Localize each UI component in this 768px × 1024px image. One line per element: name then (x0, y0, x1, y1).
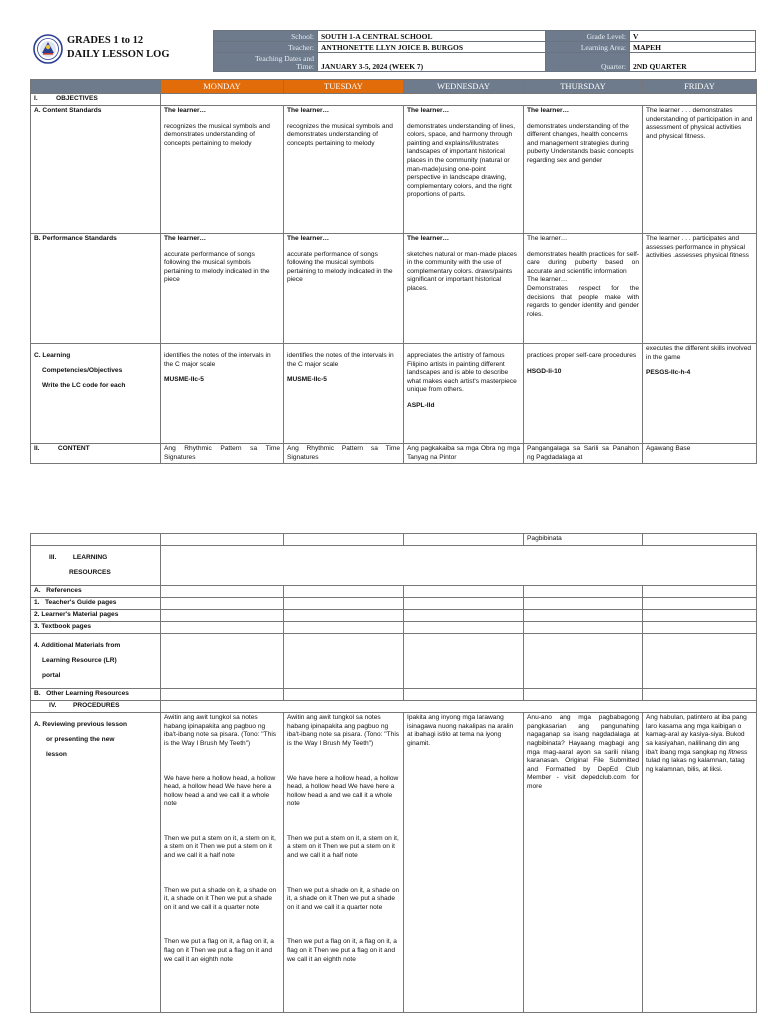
references-row (31, 585, 757, 597)
content-standard-thursday: The learner… demonstrates understanding of the different changes, health concerns and management strategies during puberty Understands basic concepts regarding sex and gender (524, 106, 643, 234)
resources-procedures-table (30, 533, 757, 1013)
content-thursday-continued: Pagbibinata (524, 534, 643, 546)
teacher-value: ANTHONETTE LLYN JOICE B. BURGOS (318, 42, 546, 53)
lc-code-tuesday: MUSME-IIc-5 (287, 376, 327, 384)
procedure-thursday: Anu-ano ang mga pagbabagong pangkasarian ang pangunahing nagaganap sa isang nagdadalaga at nagbibinata? Hayaang magbagi ang mga mag-aaral ayon sa sarili nilang karanasan. Original File Submitted and Formatted by DepEd Club Member - visit depedclub.com for more (524, 713, 643, 1013)
learning-area-value: MAPEH (630, 42, 756, 53)
learning-resources-label: III. LEARNING RESOURCES (31, 546, 161, 586)
content-standard-monday: The learner… recognizes the musical symbols and demonstrates understanding of concepts pertaining to melody (161, 106, 284, 234)
quarter-label: Quarter: (546, 53, 630, 72)
competencies-row (31, 344, 757, 444)
procedure-wednesday: Ipakita ang inyong mga larawang isinagawa nuong nakalipas na aralin at ibahagi istilo at tema na iyong ginamit. (404, 713, 524, 1013)
performance-standard-friday: The learner . . . participates and assesses performance in physical activities .assesses physical fitness (643, 234, 757, 344)
teachers-guide-row (31, 597, 757, 609)
performance-standard-wednesday: The learner… sketches natural or man-made places in the community with the use of complementary colors. draws/paints significant or important historical places. (404, 234, 524, 344)
objectives-section-row (31, 94, 757, 106)
day-tuesday: TUESDAY (284, 80, 404, 94)
procedures-section-label: IV. PROCEDURES (31, 701, 161, 713)
school-label: School: (214, 31, 318, 42)
content-section-label: II. CONTENT (31, 444, 161, 464)
day-wednesday: WEDNESDAY (404, 80, 524, 94)
content-tuesday: Ang Rhythmic Pattern sa Time Signatures (284, 444, 404, 464)
teaching-dates-label: Teaching Dates and Time: (214, 53, 318, 72)
competency-friday: executes the different skills involved in the game PESGS-IIc-h-4 (643, 344, 757, 444)
day-monday: MONDAY (161, 80, 284, 94)
grade-level-label: Grade Level: (546, 31, 630, 42)
learners-material-label: 2. Learner's Material pages (31, 609, 161, 621)
performance-standard-tuesday: The learner… accurate performance of songs following the musical symbols pertaining to melody indicated in the piece (284, 234, 404, 344)
corner-cell (31, 80, 161, 94)
teaching-dates-value: JANUARY 3-5, 2024 (WEEK 7) (318, 53, 546, 72)
learning-resources-row (31, 546, 757, 586)
performance-standard-thursday: The learner… demonstrates health practices for self-care during puberty based on accurate and scientific information The learner… Demonstrates respect for the decisions that people make with regards to gender identity and gender roles. (524, 234, 643, 344)
content-standards-row (31, 106, 757, 234)
content-wednesday: Ang pagkakaiba sa mga Obra ng mga Tanyag na Pintor (404, 444, 524, 464)
other-resources-row (31, 689, 757, 701)
reviewing-lesson-label: A. Reviewing previous lesson or presenting the new lesson (31, 713, 161, 1013)
competency-tuesday: identifies the notes of the intervals in the C major scale MUSME-IIc-5 (284, 344, 404, 444)
competency-wednesday: appreciates the artistry of famous Filipino artists in painting different landscapes and is able to describe what makes each artist's masterpiece unique from others. ASPL-IId (404, 344, 524, 444)
performance-standards-label: B. Performance Standards (31, 234, 161, 344)
title-line-2: DAILY LESSON LOG (67, 49, 170, 60)
objectives-table (30, 79, 757, 464)
procedure-friday: Ang habulan, patintero at iba pang laro kasama ang mga kaibigan o kamag-aral ay kasiya-siya. Bukod sa kasiyahan, nalilinang din ang iba't ibang mga sangkap ng fitness tulad ng lakas ng kalamnan, tatag ng kalamnan, bilis, at liksi. (643, 713, 757, 1013)
content-continued-row (31, 534, 757, 546)
content-monday: Ang Rhythmic Pattern sa Time Signatures (161, 444, 284, 464)
textbook-label: 3. Textbook pages (31, 621, 161, 633)
day-thursday: THURSDAY (524, 80, 643, 94)
lesson-log-header (30, 30, 756, 72)
content-friday: Agawang Base (643, 444, 757, 464)
header-info-table (213, 30, 756, 72)
day-header-row (31, 80, 757, 94)
lc-code-friday: PESGS-IIc-h-4 (646, 369, 691, 377)
content-thursday: Pangangalaga sa Sarili sa Panahon ng Pagdadalaga at (524, 444, 643, 464)
references-label: A. References (31, 585, 161, 597)
reviewing-lesson-row (31, 713, 757, 1013)
teacher-label: Teacher: (214, 42, 318, 53)
objectives-section-label: I. OBJECTIVES (31, 94, 161, 106)
header-info-box (213, 30, 756, 72)
competencies-label: C. Learning Competencies/Objectives Write the LC code for each (31, 344, 161, 444)
performance-standard-monday: The learner… accurate performance of songs following the musical symbols pertaining to melody indicated in the piece (161, 234, 284, 344)
lr-portal-label: 4. Additional Materials from Learning Resource (LR) portal (31, 633, 161, 688)
procedures-section-row (31, 701, 757, 713)
school-value: SOUTH 1-A CENTRAL SCHOOL (318, 31, 546, 42)
lc-code-monday: MUSME-IIc-5 (164, 376, 204, 384)
procedure-tuesday: Awitin ang awit tungkol sa notes habang ipinapakita ang pagbuo ng iba't-ibang note sa pisara. (Tono: "This is the Way I Brush My Teeth") We have here a hollow head, a hollow head, a hollow head We have here a hollow head a and we call it a whole note Then we put a stem on it, a stem on it, a stem on it Then we put a stem on it and we call it a half note Then we put a shade on it, a shade on it, a shade on it Then we put a shade on it and we call it a quarter note Then we put a flag on it, a flag on it, a flag on it Then we put a flag on it and we call it an eighth note (284, 713, 404, 1013)
performance-standards-row (31, 234, 757, 344)
grade-level-value: V (630, 31, 756, 42)
content-standards-label: A. Content Standards (31, 106, 161, 234)
quarter-value: 2ND QUARTER (630, 53, 756, 72)
deped-seal-logo (33, 34, 63, 64)
content-standard-tuesday: The learner… recognizes the musical symbols and demonstrates understanding of concepts pertaining to melody (284, 106, 404, 234)
competency-thursday: practices proper self-care procedures HSGD-Ii-10 (524, 344, 643, 444)
teachers-guide-label: 1. Teacher's Guide pages (31, 597, 161, 609)
content-standard-wednesday: The learner… demonstrates understanding of lines, colors, space, and harmony through painting and explains/illustrates landscapes of important historical places in the community (natural or man-made)using one-point perspective in landscape drawing, complementary colors, and the right proportions of parts. (404, 106, 524, 234)
procedure-monday: Awitin ang awit tungkol sa notes habang ipinapakita ang pagbuo ng iba't-ibang note sa pisara. (Tono: "This is the Way I Brush My Teeth") We have here a hollow head, a hollow head, a hollow head We have here a hollow head a and we call it a whole note Then we put a stem on it, a stem on it, a stem on it Then we put a stem on it and we call it a half note Then we put a shade on it, a shade on it, a shade on it Then we put a shade on it and we call it a quarter note Then we put a flag on it, a flag on it, a flag on it Then we put a flag on it and we call it an eighth note (161, 713, 284, 1013)
lc-code-wednesday: ASPL-IId (407, 401, 435, 409)
content-standard-friday: The learner . . . demonstrates understanding of participation in and assessment of physical activities and physical fitness. (643, 106, 757, 234)
learners-material-row (31, 609, 757, 621)
content-row (31, 444, 757, 464)
lc-code-thursday: HSGD-Ii-10 (527, 367, 562, 375)
title-line-1: GRADES 1 to 12 (67, 35, 144, 46)
lr-portal-row (31, 633, 757, 688)
day-friday: FRIDAY (643, 80, 757, 94)
other-resources-label: B. Other Learning Resources (31, 689, 161, 701)
competency-monday: identifies the notes of the intervals in the C major scale MUSME-IIc-5 (161, 344, 284, 444)
textbook-row (31, 621, 757, 633)
learning-area-label: Learning Area: (546, 42, 630, 53)
